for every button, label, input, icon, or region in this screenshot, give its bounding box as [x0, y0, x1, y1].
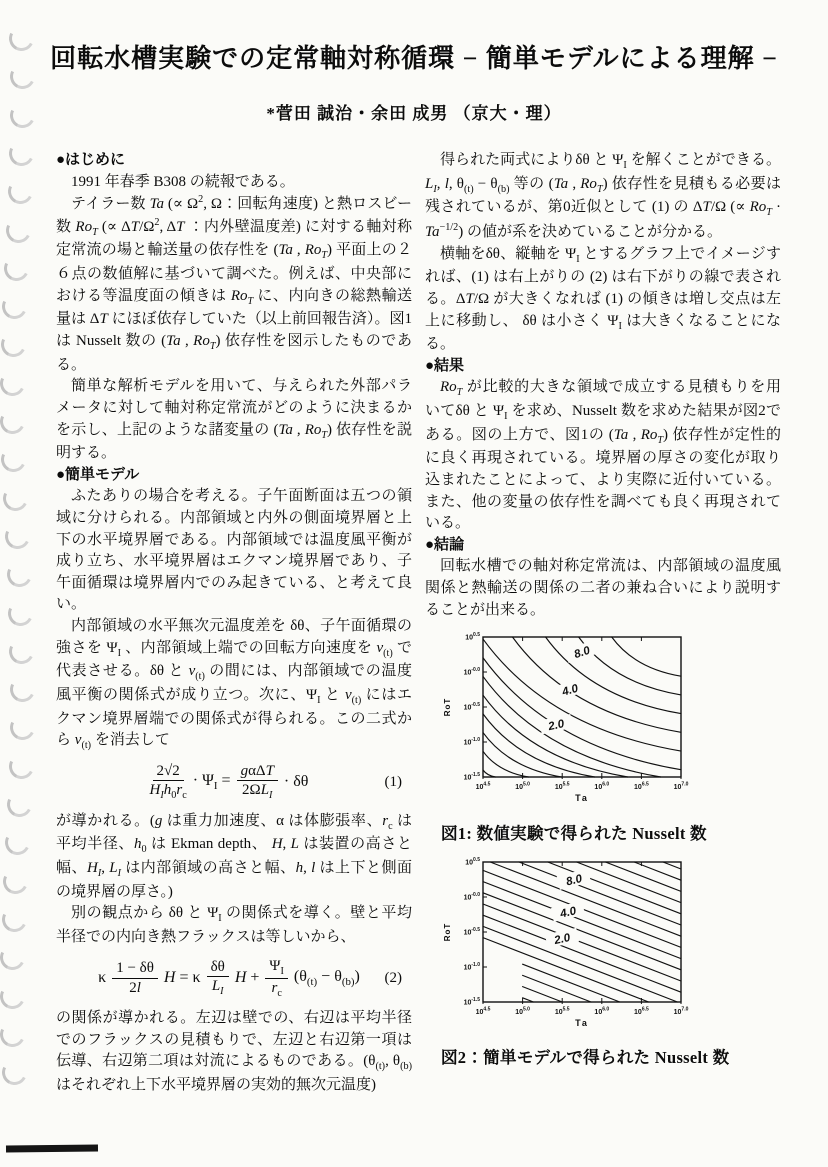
paper-title: 回転水槽実験での定常軸対称循環 − 簡単モデルによる理解 − — [50, 44, 778, 73]
equation-operator: · $\Psi_I$ = — [192, 771, 231, 792]
binding-hole-mark — [0, 942, 29, 974]
denominator: 2l — [129, 979, 141, 996]
binding-hole-mark — [2, 827, 34, 859]
scan-artifact-bar — [6, 1145, 98, 1153]
svg-text:106.5: $10^{6.5}$ — [634, 781, 649, 792]
svg-text:Ta: Ta — [575, 1017, 589, 1028]
right-column — [425, 150, 781, 1096]
equation-lead: κ — [98, 969, 107, 987]
svg-text:10-0.0: $10^{-0.0}$ — [463, 667, 480, 677]
binding-hole-mark — [1, 521, 33, 553]
svg-text:106.0: $10^{6.0}$ — [594, 1006, 610, 1016]
svg-text:4.0: 4.0 — [559, 904, 578, 921]
svg-text:RoT: RoT — [443, 697, 452, 717]
figure2-caption: 図2：簡単モデルで得られた Nusselt 数 — [441, 1048, 730, 1068]
paragraph-flux-intro: 別の観点から δθ と $\Psi_I$ の関係式を導く。壁と平均半径での内向き熱フラックスは等しいから、 — [56, 905, 412, 945]
figure1-caption: 図1: 数値実験で得られた Nusselt 数 — [441, 823, 707, 843]
svg-text:10-0.5: $10^{-0.5}$ — [463, 926, 480, 937]
binding-hole-mark — [3, 559, 35, 591]
two-column-body — [56, 150, 782, 1096]
svg-text:105.5: $10^{5.5}$ — [554, 781, 570, 792]
svg-text:8.0: 8.0 — [572, 644, 592, 662]
svg-text:RoT: RoT — [443, 922, 452, 941]
svg-text:10-0.0: $10^{-0.0}$ — [463, 891, 480, 902]
svg-text:4.0: 4.0 — [560, 682, 580, 699]
numerator: 1 − δθ — [112, 960, 158, 979]
binding-hole-mark — [0, 329, 29, 361]
svg-text:105.0: $10^{5.0}$ — [515, 781, 530, 792]
binding-hole-mark — [5, 750, 37, 782]
binding-hole-mark — [6, 636, 38, 668]
equation-tail: $(\theta_{(t)} - \theta_{(b)})$ — [293, 967, 360, 988]
svg-text:10-1.0: $10^{-1.0}$ — [463, 737, 480, 747]
svg-text:107.0: $10^{7.0}$ — [673, 1006, 689, 1016]
equation-operator: H = κ — [163, 969, 201, 987]
binding-hole-mark — [0, 444, 29, 476]
denominator: $H_Ih_0r_c$ — [149, 782, 187, 802]
numerator: gαΔT — [237, 763, 278, 782]
paragraph-variables: 内部領域の水平無次元温度差を δθ、子午面循環の強さを $\Psi_I$ 、内部領域上端での回転方向速度を $v_{(t)}$ で代表させる。δθ と $v_{(t)}$ の間には、内部領域での温度風平衡の関係式が成り立つ。次に、$\Psi_I$ と $v_{(t)}$ にはエクマン境界層端での関係式が得られる。この二式から $v_{(t)}$ を消去して — [56, 617, 412, 752]
svg-text:104.5: $10^{4.5}$ — [475, 1006, 491, 1016]
svg-text:10-1.5: $10^{-1.5}$ — [463, 996, 480, 1007]
denominator: $L_I$ — [211, 978, 224, 998]
paragraph-conclusion: 回転水槽での軸対称定常流は、内部領域の温度風関係と熱輸送の関係の二者の兼ね合いにより説明することが出来る。 — [425, 558, 781, 618]
svg-text:107.0: $10^{7.0}$ — [673, 781, 689, 792]
svg-text:105.5: $10^{5.5}$ — [554, 1006, 570, 1016]
figure-1 — [441, 629, 781, 845]
paragraph-report: 1991 年春季 B308 の続報である。 — [71, 173, 295, 190]
svg-text:10-1.5: $10^{-1.5}$ — [463, 772, 480, 782]
paper-authors: *菅田 誠治・余田 成男 （京大・理） — [266, 104, 562, 123]
svg-text:10-0.5: $10^{-0.5}$ — [463, 702, 480, 712]
binding-hole-mark — [0, 1057, 30, 1089]
binding-hole-mark — [2, 214, 34, 246]
figure1-contour-plot — [441, 629, 709, 813]
numerator: δθ — [207, 959, 229, 978]
paragraph-eq2-explain: の関係が導かれる。左辺は壁での、右辺は平均半径でのフラックスの見積もりで、左辺と右辺第一項は伝導、右辺第二項は対流によるものである。($\theta_{(t)}$, $\theta_{(b)}$ はそれぞれ上下水平境界層の実効的無次元温度) — [56, 1009, 413, 1093]
binding-hole-mark — [0, 291, 30, 323]
binding-hole-mark — [0, 482, 31, 514]
fraction — [265, 958, 287, 999]
binding-hole-mark — [4, 789, 36, 821]
equation-number: (2) — [384, 970, 402, 986]
figure2-contour-plot — [441, 854, 709, 1038]
paragraph-solve: 得られた両式によりδθ と $\Psi_I$ を解くことができる。$L_I$, l, $\theta_{(t)} - \theta_{(b)}$ 等の (Ta , $Ro_T$) 依存性を見積もる必要は残されているが、第0近似として (1) の ΔT/Ω (∝ $Ro_T \cdot Ta^{-1/2}$) の値が系を決めていることが分かる。 — [425, 152, 782, 241]
svg-text:106.5: $10^{6.5}$ — [634, 1006, 649, 1016]
numerator: 2√2 — [153, 763, 184, 782]
paragraph-graph-image: 横軸をδθ、縦軸を $\Psi_I$ とするグラフ上でイメージすれば、(1) は右上がりの (2) は右下がりの線で表される。ΔT/Ω が大きくなれば (1) の傾きは増し交点は左上に移動し、 δθ は小さく $\Psi_I$ は大きくなることになる。 — [425, 245, 781, 353]
fraction — [150, 763, 187, 802]
paragraph-model-purpose: 簡単な解析モデルを用いて、与えられた外部パラメータに対して軸対称定常流がどのように決まるかを示し、上記のような諸変量の (Ta , $Ro_T$) 依存性を説明する。 — [56, 378, 413, 462]
paragraph-taylor-rossby: テイラー数 Ta (∝ $\Omega^2$, Ω：回転角速度) と熱ロスビー数 $Ro_T$ (∝ $\Delta T/\Omega^2$, ΔT ：内外壁温度差) に対する軸対称定常流の場と輸送量の依存性を (Ta , $Ro_T$) 平面上の２６点の数値解に基づいて調べた。例えば、中央部における等温度面の傾きは $Ro_T$ に、内向きの総熱輸送量は ΔT にほぼ依存していた（以上前回報告済）。図1は Nusselt 数の (Ta , $Ro_T$) 依存性を図示したものである。 — [56, 194, 413, 373]
svg-text:10-1.0: $10^{-1.0}$ — [463, 961, 480, 972]
section-heading-model: ●簡単モデル — [56, 466, 140, 483]
svg-text:Ta: Ta — [575, 793, 589, 804]
section-heading-results: ●結果 — [425, 357, 465, 374]
binding-hole-mark — [0, 980, 28, 1012]
binding-hole-mark — [0, 406, 28, 438]
fraction — [237, 763, 278, 802]
binding-hole-mark — [0, 904, 30, 936]
figure-2 — [441, 854, 781, 1070]
equation-number: (1) — [384, 773, 402, 790]
equation-tail: · δθ — [283, 773, 309, 791]
section-heading-conclusion: ●結論 — [425, 536, 465, 553]
numerator: $\Psi_I$ — [265, 958, 287, 979]
svg-text:100.5: $10^{0.5}$ — [465, 856, 480, 867]
binding-hole-mark — [6, 712, 38, 744]
svg-text:104.5: $10^{4.5}$ — [475, 781, 491, 792]
paragraph-five-regions: ふたありの場合を考える。子午面断面は五つの領域に分けられる。内部領域と内外の側面境界層と上下の水平境界層である。内部領域では温度風平衡が成り立ち、水平境界層はエクマン境界層であり、子午面循環は境界層内でのみ起きている、と考えて良い。 — [56, 488, 412, 613]
binding-hole-mark — [0, 865, 31, 897]
paragraph-eq1-symbols: が導かれる。(g は重力加速度、α は体膨張率、$r_c$ は平均半径、$h_0$ は Ekman depth、 H, L は装置の高さと幅、$H_I$, $L_I$ は内部領域の高さと幅、h, l は上下と側面の境界層の厚さ。) — [56, 812, 412, 900]
binding-hole-mark — [0, 253, 32, 285]
binding-hole-mark — [7, 674, 39, 706]
svg-text:100.5: $10^{0.5}$ — [465, 632, 480, 642]
binding-hole-mark — [4, 176, 36, 208]
fraction — [207, 959, 229, 998]
svg-text:106.0: $10^{6.0}$ — [594, 781, 610, 792]
section-heading-intro: ●はじめに — [56, 152, 126, 168]
paragraph-results: $Ro_T$ が比較的大きな領域で成立する見積もりを用いてδθ と $\Psi_I$ を求め、Nusselt 数を求めた結果が図2である。図の上方で、図1の (Ta , $Ro_T$) 依存性が定性的に良く再現されている。境界層の厚さの変化が取り込まれたことによって、より実際に近付いている。また、他の変量の依存性を調べても良く再現されている。 — [425, 379, 782, 532]
binding-hole-mark — [5, 597, 37, 629]
equation-2 — [56, 958, 402, 999]
binding-hole-mark — [0, 1019, 29, 1051]
svg-text:2.0: 2.0 — [547, 718, 566, 734]
equation-operator: H + — [234, 969, 260, 987]
svg-text:2.0: 2.0 — [553, 931, 572, 947]
denominator: $r_c$ — [271, 979, 282, 999]
fraction — [112, 960, 158, 996]
svg-text:8.0: 8.0 — [564, 872, 584, 889]
binding-hole-mark — [0, 367, 28, 399]
equation-1 — [56, 763, 402, 802]
svg-text:105.0: $10^{5.0}$ — [515, 1006, 530, 1016]
left-column — [56, 150, 412, 1096]
binding-hole-mark — [6, 138, 38, 170]
denominator: $2\Omega L_I$ — [242, 782, 273, 802]
